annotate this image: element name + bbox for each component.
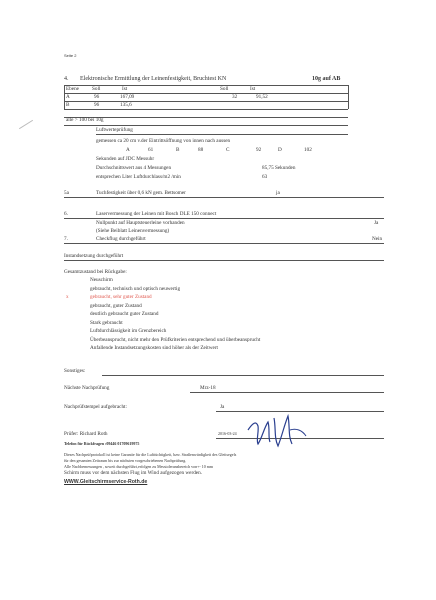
section7-value: Nein — [372, 236, 383, 242]
table-row-a-soll1: 96 — [94, 94, 100, 100]
table-row-a-ist2: 91,52 — [256, 94, 268, 100]
point-b-label: B — [176, 147, 180, 153]
col-soll-2: Soll — [220, 86, 229, 92]
disclaimer-line: Alle Nachbemessungen , soweit durchgeführt,erfolgen zu Messtoleranzbereich von+- 10 mm — [64, 464, 213, 469]
section6-line2-value: Ja — [374, 220, 379, 226]
phone: Telefon für Rückfragen :09446 01709619975 — [64, 441, 140, 446]
section7-number: 7. — [64, 236, 68, 242]
section5-liter-label: entsprechen Liter Luftdurchlass/m2 /min — [96, 174, 181, 180]
section5-measured: gemessen ca 20 cm v.der Eintrittsöffnung von innen nach aussen — [96, 138, 231, 144]
section6-number: 6. — [64, 211, 68, 217]
selected-marker: x — [66, 294, 69, 300]
section4-title: Elektronische Ermittlung der Leinenfestigkeit, Bruchtest KN — [80, 76, 227, 82]
website-link[interactable]: WWW.Gleitschirmservice-Roth.de — [64, 479, 148, 485]
naechste-value: Mrz-18 — [200, 385, 216, 391]
condition-option: Neuschirm — [90, 277, 113, 283]
condition-option: Stark gebraucht — [90, 320, 123, 326]
point-c-value: 92 — [256, 147, 262, 153]
table-row-b-ebene: B — [66, 102, 70, 108]
disclaimer-line: für den gesamten Zeitraum bis zur nächsten vorgeschriebenen Nachprüfung. — [64, 458, 187, 463]
instandsetzung: Instandsetzung durchgeführt — [64, 253, 124, 259]
condition-option: Überbeansprucht, nicht mehr den Prüfkriterien entsprechend und überbeansprucht — [90, 337, 261, 343]
col-ebene: Ebene — [66, 86, 79, 92]
condition-option-selected: gebraucht, sehr guter Zustand — [90, 294, 152, 300]
pruefer-date: 2016-03-24 — [218, 431, 237, 436]
condition-option: deutlich gebraucht guter Zustand — [90, 311, 159, 317]
point-c-label: C — [226, 147, 230, 153]
disclaimer-line: Schirm muss vor dem nächsten Flug im Wind aufgezogen werden. — [64, 470, 202, 476]
point-b-value: 88 — [198, 147, 204, 153]
section4-number: 4. — [64, 76, 69, 82]
table-row-b-ist1: 135,6 — [120, 102, 132, 108]
section6-line1: Laservermessung der Leinen mit Bosch DLE 150 connect — [96, 211, 217, 217]
section5-avg-value: 85,75 Sekunden — [262, 165, 296, 171]
section7-text: Checkflug durchgeführt — [96, 236, 146, 242]
col-ist-2: Ist — [250, 86, 256, 92]
condition-option: gebraucht, guter Zustand — [90, 303, 142, 309]
condition-option: Anfallende Instandsetzungskosten sind höher als der Zeitwert — [90, 345, 218, 351]
section5-avg-label: Durchschnittswert aus 4 Messungen — [96, 165, 172, 171]
section5-title: Luftwerteprüfung — [96, 127, 133, 133]
point-a-value: 61 — [148, 147, 154, 153]
table-row-b-soll1: 96 — [94, 102, 100, 108]
point-a-label: A — [126, 147, 130, 153]
gesamtzustand-title: Gesamtzustand bei Rückgabe: — [64, 269, 127, 275]
naechste-label: Nächste Nachprüfung — [64, 385, 110, 391]
col-ist-1: Ist — [122, 86, 128, 92]
section5-seconds-label: Sekunden auf JDC Messuhr — [96, 156, 155, 162]
table-row-a-ebene: A — [66, 94, 70, 100]
disclaimer-line: Dieses Nachprüfprotokoll ist keine Garantie für die Lufttüchtigkeit, bzw. Straßenwürdigkeit des Gleitsegels — [64, 452, 237, 457]
pruefer-label: Prüfer: Richard Roth — [64, 431, 108, 437]
section4-footer: alle > 100 bei 10g — [66, 117, 104, 123]
point-d-value: 102 — [304, 147, 312, 153]
signature — [244, 410, 310, 456]
point-d-label: D — [278, 147, 282, 153]
scan-fold-mark — [19, 120, 33, 129]
section5-liter-value: 63 — [262, 174, 268, 180]
table-row-a-ist1: 167,09 — [120, 94, 135, 100]
section5a-number: 5a — [64, 190, 69, 196]
section6-line2: Nullpunkt auf Hauptsteuerleine vorhanden — [96, 220, 185, 226]
section4-target: 10g auf AB — [312, 76, 341, 82]
sonstiges-label: Sonstiges: — [64, 368, 86, 374]
section5a-text: Tuchfestigkeit über 0,6 kN gem. Bettsomer — [96, 190, 186, 196]
stempel-value: Ja — [220, 404, 225, 410]
condition-option: gebraucht, technisch und optisch neuwertig — [90, 286, 181, 292]
col-soll-1: Soll — [92, 86, 101, 92]
page-label: Seite 2 — [64, 53, 77, 58]
stempel-label: Nachprüfstempel aufgebracht: — [64, 404, 127, 410]
table-row-a-soll2: 32 — [232, 94, 238, 100]
section5a-value: ja — [276, 190, 280, 196]
condition-option: Luftdurchlässigkeit im Grenzbereich — [90, 328, 167, 334]
section6-line3: (Siehe Beiblatt Leinenvermessung) — [96, 228, 170, 234]
